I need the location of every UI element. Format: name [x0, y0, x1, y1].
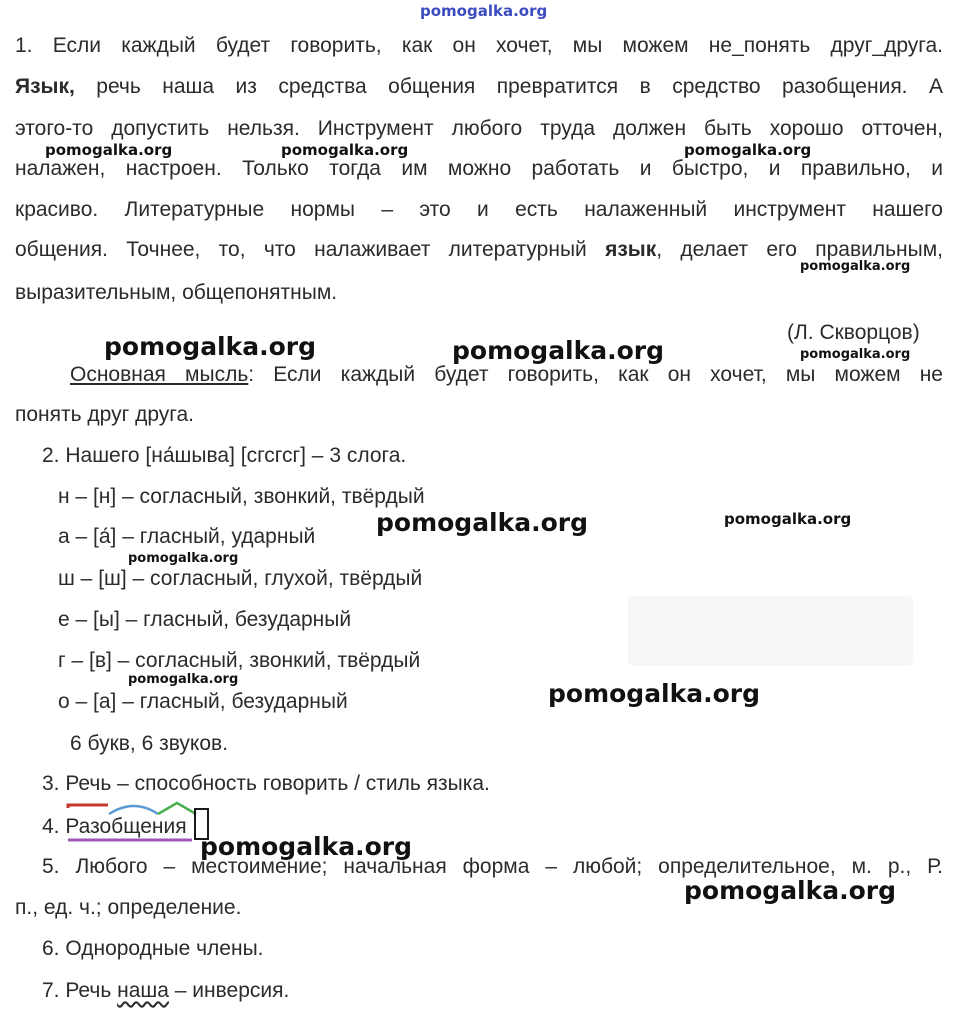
main-idea-label: Основная мысль: [70, 363, 249, 386]
author: (Л. Скворцов): [787, 321, 920, 344]
root-arc: [109, 806, 158, 814]
watermark: pomogalka.org: [452, 336, 665, 365]
main-idea-line2: понять друг друга.: [15, 403, 195, 426]
watermark: pomogalka.org: [200, 832, 413, 861]
watermark: pomogalka.org: [281, 141, 409, 159]
question3: 3. Речь – способность говорить / стиль языка.: [42, 772, 490, 795]
paragraph1-line7: выразительным, общепонятным.: [15, 281, 338, 304]
watermark: pomogalka.org: [800, 347, 911, 362]
watermark: pomogalka.org: [104, 332, 317, 361]
wavy-word: наша: [117, 979, 169, 1002]
letters-sounds: 6 букв, 6 звуков.: [70, 732, 229, 755]
watermark: pomogalka.org: [45, 141, 173, 159]
watermark: pomogalka.org: [128, 672, 239, 687]
paragraph1-line6: общения. Точнее, то, что налаживает литературный язык, делает его правильным,: [15, 238, 943, 261]
paragraph1-line2: Язык, речь наша из средства общения превратится в средство разобщения. А: [15, 75, 943, 98]
paragraph1-line3: этого-то допустить нельзя. Инструмент любого труда должен быть хорошо отточен,: [15, 117, 943, 140]
watermark: pomogalka.org: [376, 508, 589, 537]
suffix-mark: [158, 803, 196, 814]
morpheme-word: Разобщения: [65, 815, 187, 838]
question6: 6. Однородные члены.: [42, 937, 264, 960]
word-yazyk: Язык,: [15, 75, 75, 98]
main-idea-line1: Основная мысль: Если каждый будет говорить, как он хочет, мы можем не: [70, 363, 943, 386]
question7: 7. Речь наша – инверсия.: [42, 979, 290, 1002]
sound-e: е – [ы] – гласный, безударный: [58, 608, 352, 631]
paragraph1-line1: 1. Если каждый будет говорить, как он хочет, мы можем не_понять друг_друга.: [15, 34, 943, 57]
watermark: pomogalka.org: [800, 259, 911, 274]
question5-line1: 5. Любого – местоимение; начальная форма – любой; определительное, м. р., Р.: [42, 855, 943, 878]
watermark: pomogalka.org: [724, 510, 852, 528]
watermark: pomogalka.org: [548, 679, 761, 708]
morpheme-marks: [66, 800, 216, 845]
question4: 4. Разобщения: [42, 815, 187, 838]
question2: 2. Нашего [на́шыва] [сгсгсг] – 3 слога.: [42, 444, 407, 467]
paragraph1-line4: налажен, настроен. Только тогда им можно работать и быстро, и правильно, и: [15, 157, 943, 180]
watermark: pomogalka.org: [128, 551, 239, 566]
sound-o: о – [а] – гласный, безударный: [58, 690, 348, 713]
watermark-top: pomogalka.org: [420, 2, 548, 20]
paragraph1-line5: красиво. Литературные нормы – это и есть налаженный инструмент нашего: [15, 198, 943, 221]
sound-g: г – [в] – согласный, звонкий, твёрдый: [58, 649, 421, 672]
watermark: pomogalka.org: [684, 141, 812, 159]
sound-n: н – [н] – согласный, звонкий, твёрдый: [58, 485, 425, 508]
question5-line2: п., ед. ч.; определение.: [15, 896, 242, 919]
faded-watermark-patch: [628, 596, 913, 666]
sound-sh: ш – [ш] – согласный, глухой, твёрдый: [58, 567, 423, 590]
prefix-mark: [68, 805, 108, 808]
watermark: pomogalka.org: [684, 876, 897, 905]
sound-a: а – [а́] – гласный, ударный: [58, 525, 316, 548]
